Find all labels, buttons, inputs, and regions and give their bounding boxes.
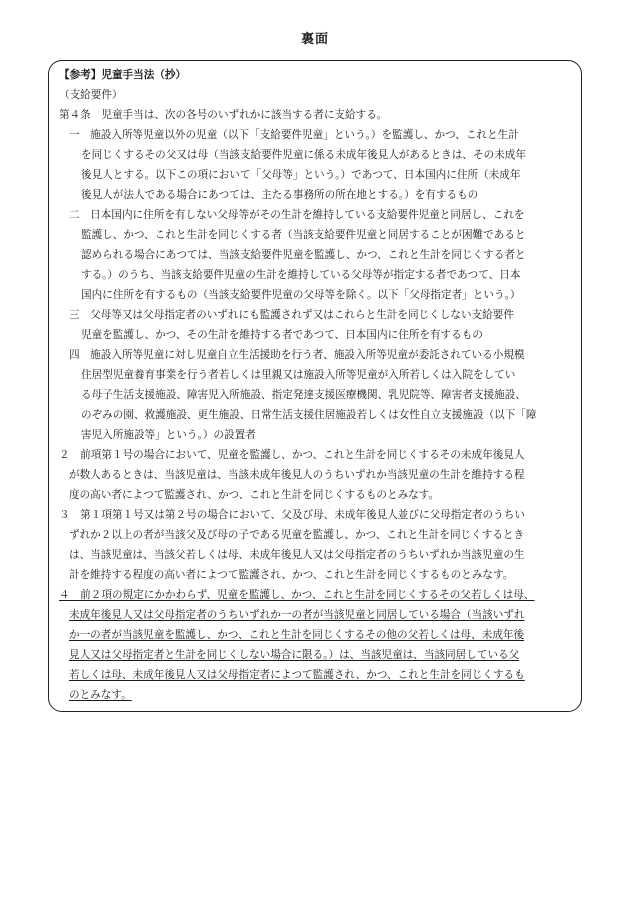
paragraph-3-line-3: は、当該児童は、当該父若しくは母、未成年後見人又は父母指定者のうちいずれか当該児童の生	[69, 549, 525, 561]
item-2-line-3: 認められる場合にあつては、当該支給要件児童を監護し、かつ、これと生計を同じくする者と	[81, 249, 526, 261]
paragraph-4-line-4: 見人又は父母指定者と生計を同じくしない場合に限る。）は、当該児童は、当該同居している父	[69, 649, 520, 661]
paragraph-2-line-3: 度の高い者によつて監護され、かつ、これと生計を同じくするものとみなす。	[69, 489, 440, 501]
paragraph-3-line-4: 計を維持する程度の高い者によつて監護され、かつ、これと生計を同じくするものとみなす。	[69, 569, 514, 581]
item-1-line-3: 後見人とする。以下この項において「父母等」という。）であつて、日本国内に住所（未成年	[81, 169, 521, 181]
item-1-line-2: を同じくするその父又は母（当該支給要件児童に係る未成年後見人があるときは、その未成年	[81, 149, 526, 161]
item-3-line-1: 三 父母等又は父母指定者のいずれにも監護されず又はこれらと生計を同じくしない支給要件	[69, 309, 514, 321]
paragraph-4-line-6: のとみなす。	[69, 689, 132, 701]
paragraph-4-line-5: 若しくは母、未成年後見人又は父母指定者によつて監護され、かつ、これと生計を同じくするも	[69, 669, 525, 681]
item-4-line-5: 害児入所施設等」という。）の設置者	[81, 429, 256, 441]
item-1-line-4: 後見人が法人である場合にあつては、主たる事務所の所在地とする。）を有するもの	[81, 189, 479, 201]
article-line: 第４条 児童手当は、次の各号のいずれかに該当する者に支給する。	[59, 109, 388, 121]
reference-box	[48, 60, 582, 712]
item-3-line-2: 児童を監護し、かつ、その生計を維持する者であつて、日本国内に住所を有するもの	[81, 329, 483, 341]
paragraph-3-line-1: ３ 第１項第１号又は第２号の場合において、父及び母、未成年後見人並びに父母指定者のうちい	[59, 509, 525, 521]
item-4-line-1: 四 施設入所等児童に対し児童自立生活援助を行う者、施設入所等児童が委託されている小規模	[69, 349, 525, 361]
paragraph-4-line-3: か一の者が当該児童を監護し、かつ、これと生計を同じくするその他の父若しくは母、未成年後	[69, 629, 525, 641]
item-4-line-3: る母子生活支援施設、障害児入所施設、指定発達支援医療機関、乳児院等、障害者支援施設、	[81, 389, 526, 401]
box-subheading: （支給要件）	[59, 89, 123, 101]
item-4-line-2: 住居型児童養育事業を行う者若しくは里親又は施設入所等児童が入所若しくは入院をしてい	[81, 369, 516, 381]
paragraph-4-line-2: 未成年後見人又は父母指定者のうちいずれか一の者が当該児童と同居している場合（当該いずれ	[69, 609, 525, 621]
paragraph-2-line-1: ２ 前項第１号の場合において、児童を監護し、かつ、これと生計を同じくするその未成年後見人	[59, 449, 525, 461]
paragraph-4-line-1: ４ 前２項の規定にかかわらず、児童を監護し、かつ、これと生計を同じくするその父若しくは母、	[59, 589, 535, 601]
paragraph-3-line-2: ずれか２以上の者が当該父及び母の子である児童を監護し、かつ、これと生計を同じくするとき	[69, 529, 525, 541]
item-2-line-5: 国内に住所を有するもの（当該支給要件児童の父母等を除く。以下「父母指定者」という。）	[81, 289, 521, 301]
paragraph-2-line-2: が数人あるときは、当該児童は、当該未成年後見人のうちいずれか当該児童の生計を維持する程	[69, 469, 525, 481]
box-heading: 【参考】児童手当法（抄）	[59, 69, 187, 81]
page-title: 裏面	[300, 32, 329, 47]
item-2-line-4: する。）のうち、当該支給要件児童の生計を維持している父母等が指定する者であつて、日本	[81, 269, 521, 281]
item-1-line-1: 一 施設入所等児童以外の児童（以下「支給要件児童」という。）を監護し、かつ、これと生計	[69, 129, 519, 141]
item-2-line-1: 二 日本国内に住所を有しない父母等がその生計を維持している支給要件児童と同居し、これを	[69, 209, 525, 221]
item-4-line-4: のぞみの園、救護施設、更生施設、日常生活支援住居施設若しくは女性自立支援施設（以下「障	[81, 409, 537, 421]
item-2-line-2: 監護し、かつ、これと生計を同じくする者（当該支給要件児童と同居することが困難であると	[81, 229, 526, 241]
